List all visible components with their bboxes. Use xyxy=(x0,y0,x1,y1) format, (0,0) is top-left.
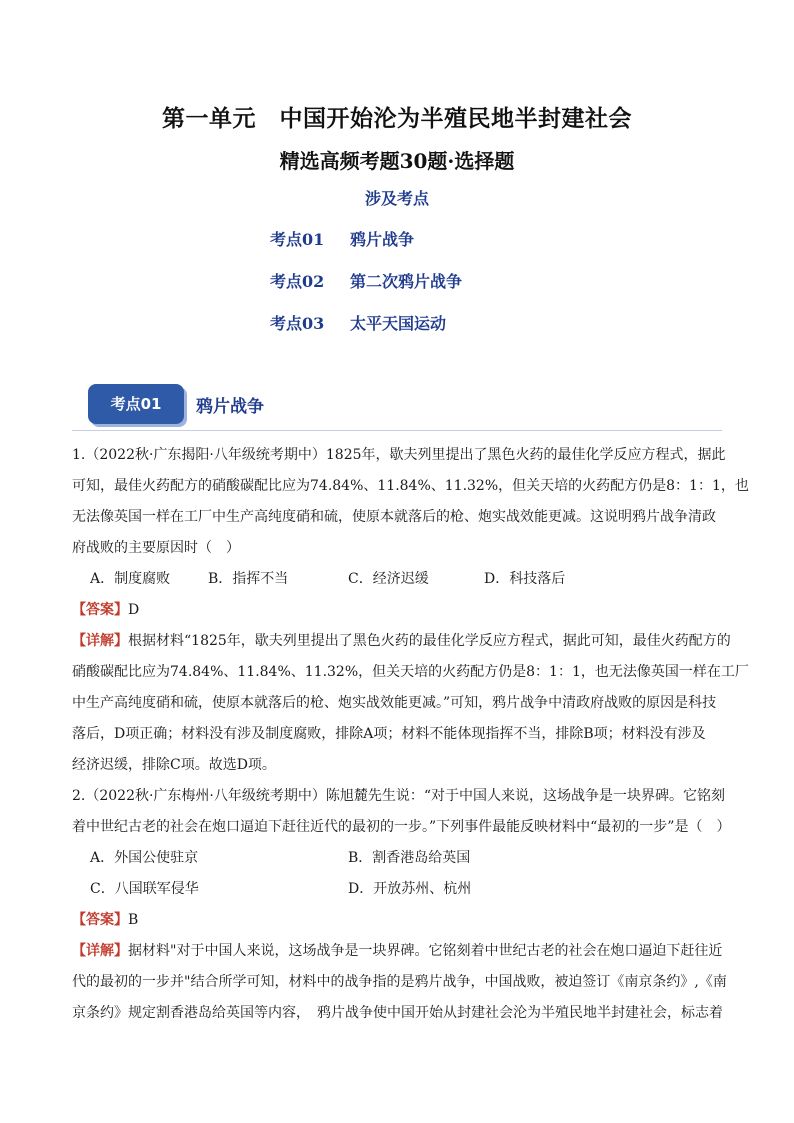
question-text: 着中世纪古老的社会在炮口逼迫下赶往近代的最初的一步。”下列事件最能反映材料中“最初的一步”是（ ） xyxy=(72,819,731,835)
detail-text: 中生产高纯度硝和硫，使原本就落后的枪、炮实战效能更减。”可知，鸦片战争中清政府战败的原因是科技 xyxy=(72,695,717,711)
option-b[interactable]: B．指挥不当 xyxy=(208,571,289,587)
kaodian-item[interactable] xyxy=(270,270,462,312)
options-row xyxy=(72,874,722,905)
answer-value: D xyxy=(128,602,140,618)
question-text: 无法像英国一样在工厂中生产高纯度硝和硫，使原本就落后的枪、炮实战效能更减。这说明鸦片战争清政 xyxy=(72,509,716,525)
question-text: 府战败的主要原因时（ ） xyxy=(72,540,240,556)
detail-line xyxy=(72,626,731,657)
kaodian-item[interactable] xyxy=(270,228,462,270)
question-2 xyxy=(72,781,731,1029)
answer-value: B xyxy=(128,912,139,928)
kaodian-name: 第二次鸦片战争 xyxy=(350,272,463,291)
section-divider xyxy=(72,430,722,431)
detail-text: 京条约》规定割香港岛给英国等内容， 鸦片战争使中国开始从封建社会沦为半殖民地半封建社会，标志着 xyxy=(72,1005,723,1021)
answer-tag: 【答案】 xyxy=(72,912,128,928)
option-c[interactable]: C．八国联军侵华 xyxy=(90,881,199,897)
detail-text: 硝酸碳配比应为74.84%、11.84%、11.32%，但关天培的火药配方仍是8：1：1，也无法像英国一样在工厂 xyxy=(72,664,749,680)
options-row xyxy=(72,843,722,874)
unit-title: 第一单元 中国开始沦为半殖民地半封建社会 xyxy=(162,105,632,132)
detail-text: 根据材料“1825年，歇夫列里提出了黑色火药的最佳化学反应方程式，据此可知，最佳火药配方的 xyxy=(128,633,731,649)
option-a[interactable]: A．制度腐败 xyxy=(90,571,171,587)
kaodian-code: 考点03 xyxy=(270,314,325,333)
answer-line xyxy=(72,595,722,626)
involve-heading: 涉及考点 xyxy=(364,189,429,208)
option-b[interactable]: B．割香港岛给英国 xyxy=(348,850,471,866)
kaodian-code: 考点02 xyxy=(270,272,325,291)
detail-text: 落后，D项正确；材料没有涉及制度腐败，排除A项；材料不能体现指挥不当，排除B项；材料没有涉及 xyxy=(72,726,706,742)
kaodian-item[interactable] xyxy=(270,312,462,354)
question-text: 1.（2022秋·广东揭阳·八年级统考期中）1825年，歇夫列里提出了黑色火药的最佳化学反应方程式，据此 xyxy=(72,447,726,463)
option-d[interactable]: D．科技落后 xyxy=(484,571,566,587)
detail-text: 据材料"对于中国人来说，这场战争是一块界碑。它铭刻着中世纪古老的社会在炮口逼迫下赶往近 xyxy=(128,943,723,959)
detail-tag: 【详解】 xyxy=(72,633,128,649)
options-row xyxy=(72,564,722,595)
section-badge: 考点01 xyxy=(88,384,184,424)
option-d[interactable]: D．开放苏州、杭州 xyxy=(348,881,472,897)
detail-tag: 【详解】 xyxy=(72,943,128,959)
question-text: 2.（2022秋·广东梅州·八年级统考期中）陈旭麓先生说：“对于中国人来说，这场战争是一块界碑。它铭刻 xyxy=(72,788,726,804)
kaodian-code: 考点01 xyxy=(270,230,325,249)
question-text: 可知，最佳火药配方的硝酸碳配比应为74.84%、11.84%、11.32%，但关天培的火药配方仍是8：1：1，也 xyxy=(72,478,749,494)
kaodian-name: 太平天国运动 xyxy=(350,314,447,333)
unit-subtitle: 精选高频考题30题·选择题 xyxy=(279,149,515,173)
questions xyxy=(72,440,749,1029)
question-1 xyxy=(72,440,749,781)
option-a[interactable]: A．外国公使驻京 xyxy=(90,850,199,866)
section-title: 鸦片战争 xyxy=(196,397,264,417)
detail-line xyxy=(72,936,722,967)
option-c[interactable]: C．经济迟缓 xyxy=(348,571,429,587)
answer-tag: 【答案】 xyxy=(72,602,128,618)
kaodian-list xyxy=(270,228,462,354)
answer-line xyxy=(72,905,722,936)
detail-text: 代的最初的一步并"结合所学可知，材料中的战争指的是鸦片战争，中国战败，被迫签订《南京条约》,《南 xyxy=(72,974,727,990)
detail-text: 经济迟缓，排除C项。故选D项。 xyxy=(72,757,276,773)
kaodian-name: 鸦片战争 xyxy=(350,230,415,249)
